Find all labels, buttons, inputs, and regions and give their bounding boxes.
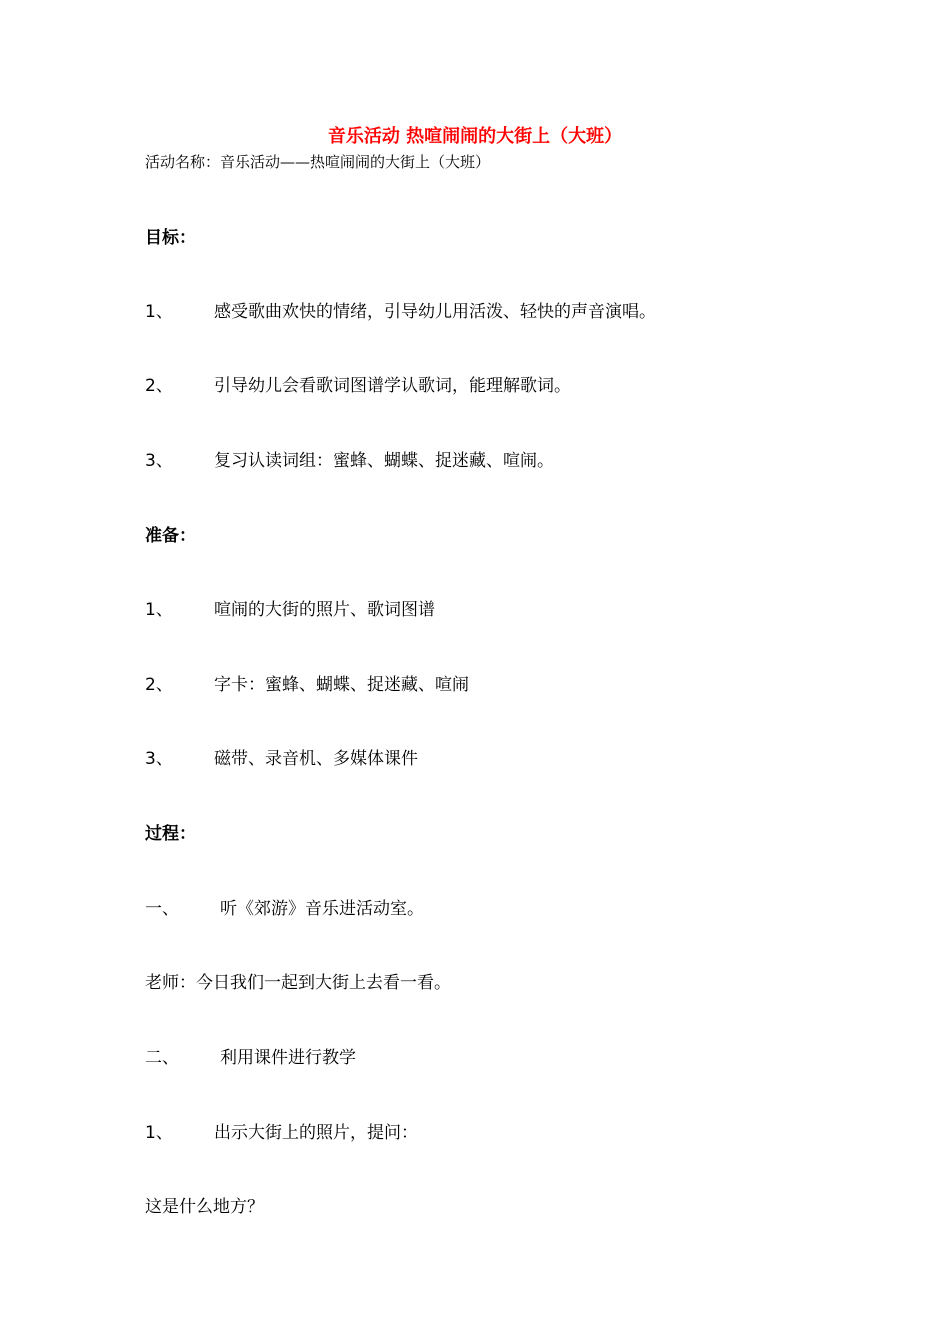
goal-item [145,300,656,324]
goal-item-number: 3、 [145,451,173,471]
question-line: 这是什么地方？ [145,1197,264,1217]
goal-item-text: 引导幼儿会看歌词图谱学认歌词，能理解歌词。 [214,376,571,396]
goal-item [145,374,571,398]
process-step-number: 二、 [145,1048,179,1068]
process-step [145,1046,356,1070]
teacher-line: 老师：今日我们一起到大街上去看一看。 [145,973,451,993]
process-step-text: 利用课件进行教学 [220,1048,356,1068]
prep-item-number: 2、 [145,675,173,695]
goal-item-text: 感受歌曲欢快的情绪，引导幼儿用活泼、轻快的声音演唱。 [214,302,656,322]
process-substep-number: 1、 [145,1123,173,1143]
process-step [145,897,424,921]
goal-item [145,449,554,473]
process-step-number: 一、 [145,899,179,919]
prep-item [145,673,469,697]
goal-item-number: 2、 [145,376,173,396]
process-heading: 过程： [145,824,196,844]
process-step-text: 听《郊游》音乐进活动室。 [220,899,424,919]
prep-item-number: 3、 [145,749,173,769]
goal-item-number: 1、 [145,302,173,322]
process-substep-text: 出示大街上的照片，提问： [214,1123,418,1143]
prep-item [145,747,418,771]
prep-item-text: 喧闹的大街的照片、歌词图谱 [214,600,435,620]
process-substep [145,1121,418,1145]
activity-name-line: 活动名称：音乐活动——热喧闹闹的大街上（大班） [145,153,491,171]
prep-item-text: 磁带、录音机、多媒体课件 [214,749,418,769]
prep-heading: 准备： [145,526,196,546]
document-title: 音乐活动 热喧闹闹的大街上（大班） [327,126,623,147]
goals-heading: 目标： [145,228,196,248]
goal-item-text: 复习认读词组：蜜蜂、蝴蝶、捉迷藏、喧闹。 [214,451,554,471]
prep-item-text: 字卡：蜜蜂、蝴蝶、捉迷藏、喧闹 [214,675,469,695]
prep-item [145,598,435,622]
prep-item-number: 1、 [145,600,173,620]
